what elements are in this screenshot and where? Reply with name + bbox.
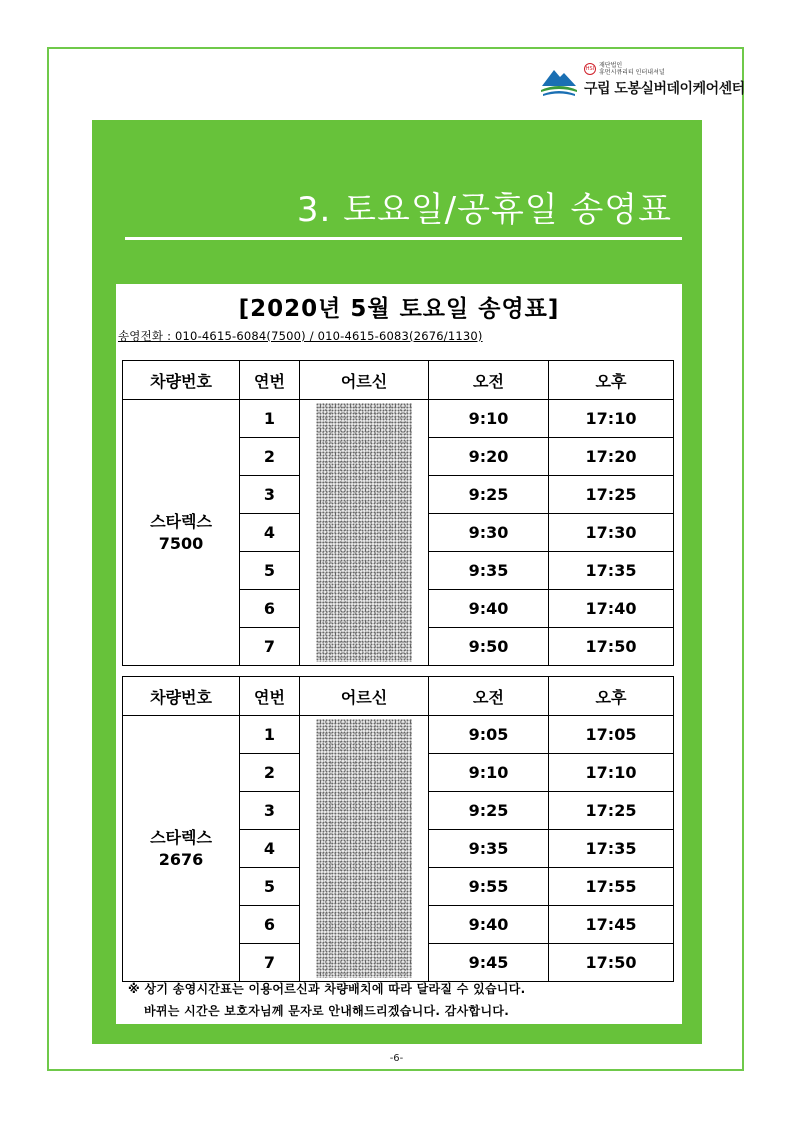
row-am: 9:10 — [429, 400, 549, 438]
logo-small-text — [599, 62, 665, 76]
row-am: 9:20 — [429, 438, 549, 476]
row-am: 9:55 — [429, 868, 549, 906]
seal-icon: HSI — [584, 63, 596, 75]
mountain-logo-icon — [540, 64, 578, 98]
row-am: 9:05 — [429, 716, 549, 754]
row-pm: 17:35 — [549, 830, 674, 868]
org-logo — [540, 60, 745, 102]
redacted-names-cell — [300, 716, 429, 982]
row-am: 9:50 — [429, 628, 549, 666]
row-no: 2 — [240, 438, 300, 476]
header-senior: 어르신 — [300, 677, 429, 716]
row-am: 9:10 — [429, 754, 549, 792]
vehicle-number: 7500 — [158, 533, 204, 553]
header-no: 연번 — [240, 677, 300, 716]
vehicle-cell — [123, 400, 240, 666]
row-pm: 17:45 — [549, 906, 674, 944]
row-no: 5 — [240, 552, 300, 590]
row-am: 9:40 — [429, 906, 549, 944]
schedule-table-2 — [122, 676, 674, 982]
org-name: 구립 도봉실버데이케어센터 — [584, 81, 745, 97]
table-header-row — [123, 677, 674, 716]
row-pm: 17:20 — [549, 438, 674, 476]
row-no: 6 — [240, 590, 300, 628]
row-pm: 17:50 — [549, 628, 674, 666]
section-title: 3. 토요일/공휴일 송영표 — [296, 190, 672, 230]
logo-small-line-2: 휴먼시큐리티 인터내셔널 — [599, 69, 665, 76]
vehicle-cell — [123, 716, 240, 982]
title-rule — [125, 237, 682, 240]
vehicle-number: 2676 — [158, 849, 204, 869]
row-no: 5 — [240, 868, 300, 906]
row-am: 9:45 — [429, 944, 549, 982]
row-am: 9:25 — [429, 792, 549, 830]
row-no: 4 — [240, 514, 300, 552]
green-panel — [92, 120, 702, 1044]
row-am: 9:40 — [429, 590, 549, 628]
header-pm: 오후 — [549, 361, 674, 400]
row-pm: 17:35 — [549, 552, 674, 590]
phone-line: 송영전화 : 010-4615-6084(7500) / 010-4615-6083(2676/1130) — [118, 329, 483, 343]
table-row — [123, 716, 674, 754]
row-pm: 17:05 — [549, 716, 674, 754]
row-pm: 17:25 — [549, 792, 674, 830]
note-line-1: ※ 상기 송영시간표는 이용어르신과 차량배치에 따라 달라질 수 있습니다. — [128, 982, 526, 996]
note-line-2: 바뀌는 시간은 보호자님께 문자로 안내해드리겠습니다. 감사합니다. — [144, 1004, 510, 1018]
row-no: 2 — [240, 754, 300, 792]
table-header-row — [123, 361, 674, 400]
row-no: 7 — [240, 628, 300, 666]
table-row — [123, 400, 674, 438]
row-pm: 17:50 — [549, 944, 674, 982]
card-title: [2020년 5월 토요일 송영표] — [238, 296, 560, 322]
header-vehicle: 차량번호 — [123, 677, 240, 716]
row-no: 4 — [240, 830, 300, 868]
schedule-card — [116, 284, 682, 1024]
logo-small-line-1: 재단법인 — [599, 62, 623, 69]
vehicle-name: 스타렉스 — [150, 827, 212, 847]
row-no: 1 — [240, 716, 300, 754]
row-pm: 17:30 — [549, 514, 674, 552]
header-pm: 오후 — [549, 677, 674, 716]
row-am: 9:25 — [429, 476, 549, 514]
header-am: 오전 — [429, 677, 549, 716]
header-senior: 어르신 — [300, 361, 429, 400]
vehicle-name: 스타렉스 — [150, 511, 212, 531]
row-no: 7 — [240, 944, 300, 982]
row-am: 9:35 — [429, 830, 549, 868]
row-no: 6 — [240, 906, 300, 944]
header-no: 연번 — [240, 361, 300, 400]
row-pm: 17:40 — [549, 590, 674, 628]
row-am: 9:30 — [429, 514, 549, 552]
row-pm: 17:25 — [549, 476, 674, 514]
row-no: 1 — [240, 400, 300, 438]
redacted-names-cell — [300, 400, 429, 666]
row-no: 3 — [240, 792, 300, 830]
row-pm: 17:10 — [549, 754, 674, 792]
header-am: 오전 — [429, 361, 549, 400]
row-no: 3 — [240, 476, 300, 514]
header-vehicle: 차량번호 — [123, 361, 240, 400]
schedule-table-1 — [122, 360, 674, 666]
row-pm: 17:55 — [549, 868, 674, 906]
row-am: 9:35 — [429, 552, 549, 590]
page-number: -6- — [389, 1053, 404, 1064]
row-pm: 17:10 — [549, 400, 674, 438]
